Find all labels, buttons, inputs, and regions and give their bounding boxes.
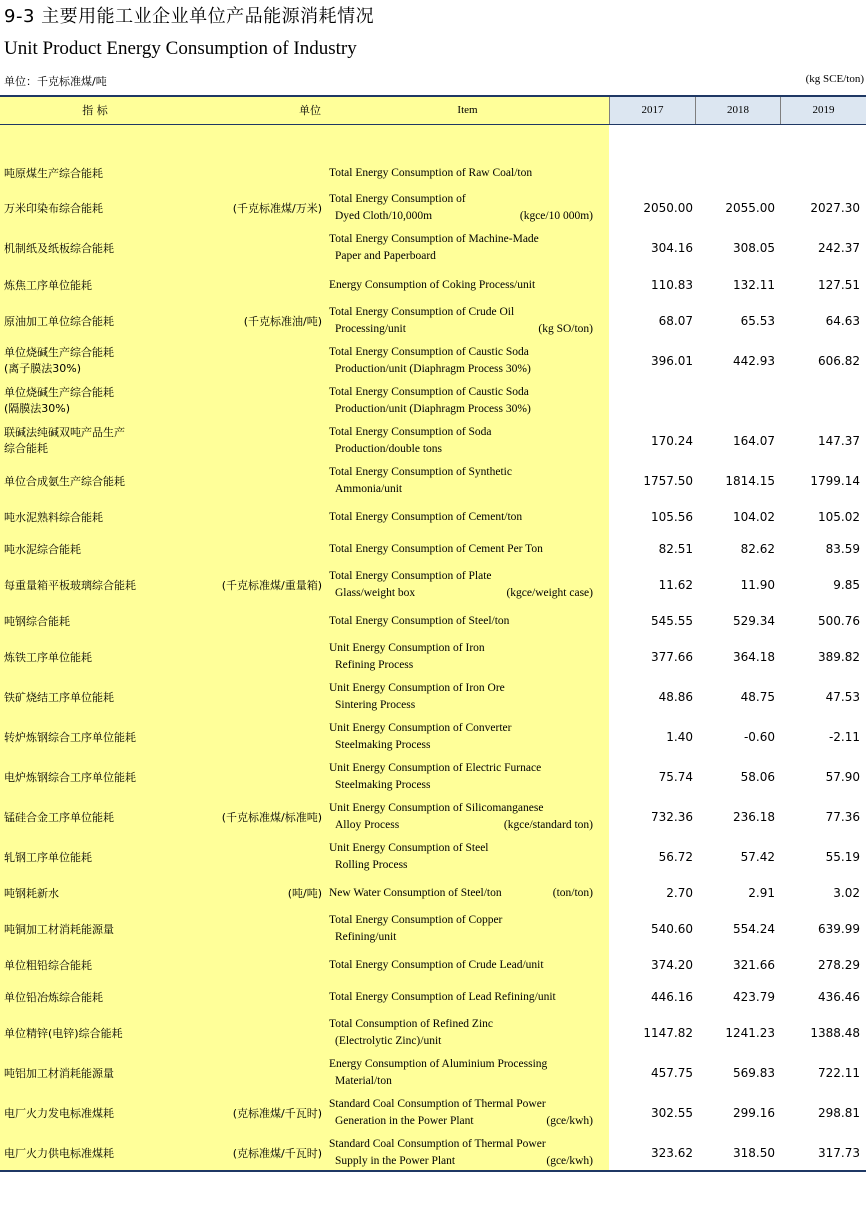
column-header-2019: 2019 — [781, 97, 866, 124]
item-name-en: Unit Energy Consumption of Electric Furnace — [329, 762, 542, 774]
item-name-en-line2: Sintering Process — [335, 699, 416, 711]
item-name-en: Standard Coal Consumption of Thermal Power — [329, 1098, 546, 1110]
indicator-name-cn: 机制纸及纸板综合能耗 — [4, 242, 114, 255]
value-2017: 302.55 — [651, 1106, 693, 1120]
item-name-en-line2: Processing/unit — [335, 323, 406, 335]
item-name-en: Total Energy Consumption of Raw Coal/ton — [329, 167, 533, 179]
indicator-name-cn: 转炉炼钢综合工序单位能耗 — [4, 731, 136, 744]
item-name-en-line2: Generation in the Power Plant — [335, 1115, 474, 1127]
value-2019: 9.85 — [833, 578, 860, 592]
value-2019: 2027.30 — [810, 201, 860, 215]
value-2019: 389.82 — [818, 650, 860, 664]
item-name-en: Total Energy Consumption of Synthetic — [329, 466, 512, 478]
value-2018: 82.62 — [740, 542, 775, 556]
item-name-en: Unit Energy Consumption of Iron — [329, 642, 485, 654]
value-2018: -0.60 — [743, 730, 775, 744]
indicator-name-cn: 单位铅冶炼综合能耗 — [4, 991, 103, 1004]
value-2018: 318.50 — [733, 1146, 775, 1160]
item-unit-en: (kg SO/ton) — [538, 323, 593, 335]
indicator-name-cn: 单位精锌(电锌)综合能耗 — [4, 1027, 123, 1040]
column-header-2017: 2017 — [610, 97, 695, 124]
item-name-en-line2: Supply in the Power Plant — [335, 1155, 456, 1167]
value-2017: 732.36 — [651, 810, 693, 824]
indicator-name-cn: 吨原煤生产综合能耗 — [4, 167, 103, 180]
value-2019: 105.02 — [818, 510, 860, 524]
value-2019: 3.02 — [833, 886, 860, 900]
item-name-en-line2: Paper and Paperboard — [335, 250, 436, 262]
item-name-en-line2: Glass/weight box — [335, 587, 416, 599]
value-2019: 147.37 — [818, 434, 860, 448]
item-name-en: Total Energy Consumption of Cement Per Ton — [329, 543, 543, 555]
item-name-en: Total Energy Consumption of Plate — [329, 570, 492, 582]
value-2018: 132.11 — [733, 278, 775, 292]
item-name-en-line2: Steelmaking Process — [335, 739, 431, 751]
item-name-en: Total Energy Consumption of Caustic Soda — [329, 386, 529, 398]
value-2017: 48.86 — [658, 690, 693, 704]
value-2019: 500.76 — [818, 614, 860, 628]
value-2018: 423.79 — [733, 990, 775, 1004]
column-header-2018: 2018 — [696, 97, 780, 124]
value-2018: 58.06 — [740, 770, 775, 784]
indicator-name-cn: 电厂火力供电标准煤耗 — [4, 1147, 114, 1160]
value-2018: 529.34 — [733, 614, 775, 628]
item-name-en: Unit Energy Consumption of Iron Ore — [329, 682, 505, 694]
value-2017: 446.16 — [651, 990, 693, 1004]
item-unit-en: (gce/kwh) — [546, 1115, 593, 1127]
value-2019: 722.11 — [818, 1066, 860, 1080]
item-name-en-line2: Dyed Cloth/10,000m — [335, 210, 433, 222]
column-header-unit: 单位 — [299, 104, 321, 117]
value-2017: 1147.82 — [643, 1026, 693, 1040]
value-2017: 75.74 — [658, 770, 693, 784]
item-name-en: Total Energy Consumption of Caustic Soda — [329, 346, 529, 358]
item-name-en-line2: Production/double tons — [335, 443, 443, 455]
item-name-en: Total Energy Consumption of Lead Refining/unit — [329, 991, 556, 1003]
item-name-en: Total Energy Consumption of Copper — [329, 914, 503, 926]
indicator-unit-cn: (千克标准煤/重量箱) — [221, 579, 322, 592]
value-2017: 457.75 — [651, 1066, 693, 1080]
value-2018: 1241.23 — [725, 1026, 775, 1040]
item-name-en: Total Energy Consumption of Crude Oil — [329, 306, 515, 318]
value-2019: 317.73 — [818, 1146, 860, 1160]
value-2019: 1799.14 — [810, 474, 860, 488]
value-2018: 2055.00 — [725, 201, 775, 215]
value-2018: 11.90 — [740, 578, 775, 592]
item-unit-en: (gce/kwh) — [546, 1155, 593, 1167]
indicator-name-cn: 单位烧碱生产综合能耗 — [4, 346, 114, 359]
value-2017: 396.01 — [651, 354, 693, 368]
value-2017: 11.62 — [658, 578, 693, 592]
item-name-en: Total Energy Consumption of — [329, 193, 466, 205]
indicator-name-cn-line2: (离子膜法30%) — [4, 362, 82, 375]
value-2018: 57.42 — [740, 850, 775, 864]
value-2017: 82.51 — [658, 542, 693, 556]
value-2019: 1388.48 — [810, 1026, 860, 1040]
indicator-name-cn: 单位粗铅综合能耗 — [4, 959, 92, 972]
value-2017: 2050.00 — [643, 201, 693, 215]
table-title-chinese: 9-3 主要用能工业企业单位产品能源消耗情况 — [4, 6, 375, 27]
item-name-en: Energy Consumption of Coking Process/unit — [329, 279, 536, 291]
item-unit-en: (kgce/10 000m) — [519, 210, 593, 222]
indicator-name-cn: 轧钢工序单位能耗 — [4, 851, 92, 864]
item-name-en-line2: Refining/unit — [335, 931, 397, 943]
item-name-en: Total Energy Consumption of Steel/ton — [329, 615, 510, 627]
value-2017: 374.20 — [651, 958, 693, 972]
indicator-unit-cn: (千克标准煤/万米) — [232, 202, 322, 215]
indicator-name-cn: 吨铜加工材消耗能源量 — [4, 923, 114, 936]
header-divider — [780, 97, 781, 124]
header-divider — [695, 97, 696, 124]
value-2018: 65.53 — [740, 314, 775, 328]
indicator-name-cn: 原油加工单位综合能耗 — [4, 315, 114, 328]
item-name-en-line2: Ammonia/unit — [335, 483, 403, 495]
item-name-en: Total Energy Consumption of Crude Lead/unit — [329, 959, 544, 971]
item-name-en-line2: (Electrolytic Zinc)/unit — [335, 1035, 442, 1047]
value-2018: 308.05 — [733, 241, 775, 255]
item-unit-en: (kgce/standard ton) — [503, 819, 593, 831]
value-2018: 569.83 — [733, 1066, 775, 1080]
value-2019: 242.37 — [818, 241, 860, 255]
value-2019: 77.36 — [825, 810, 860, 824]
indicator-name-cn-line2: 综合能耗 — [4, 442, 48, 455]
value-2017: 323.62 — [651, 1146, 693, 1160]
value-2018: 299.16 — [733, 1106, 775, 1120]
indicator-name-cn: 单位合成氨生产综合能耗 — [4, 475, 125, 488]
value-2018: 364.18 — [733, 650, 775, 664]
indicator-name-cn: 炼焦工序单位能耗 — [4, 279, 92, 292]
indicator-name-cn: 吨钢综合能耗 — [4, 615, 70, 628]
indicator-name-cn: 炼铁工序单位能耗 — [4, 651, 92, 664]
value-2019: 436.46 — [818, 990, 860, 1004]
value-2017: 377.66 — [651, 650, 693, 664]
item-name-en-line2: Production/unit (Diaphragm Process 30%) — [335, 363, 531, 375]
item-name-en: Unit Energy Consumption of Steel — [329, 842, 489, 854]
item-unit-en: (ton/ton) — [552, 887, 593, 899]
highlighted-item-column-background — [0, 96, 609, 1171]
indicator-name-cn: 电炉炼钢综合工序单位能耗 — [4, 771, 136, 784]
value-2019: 47.53 — [825, 690, 860, 704]
column-header-item: Item — [457, 104, 478, 116]
item-unit-en: (kgce/weight case) — [506, 587, 593, 599]
value-2017: 1.40 — [666, 730, 693, 744]
value-2018: 164.07 — [733, 434, 775, 448]
item-name-en-line2: Refining Process — [335, 659, 414, 671]
value-2019: 298.81 — [818, 1106, 860, 1120]
value-2019: 64.63 — [825, 314, 860, 328]
indicator-unit-cn: (克标准煤/千瓦时) — [232, 1107, 322, 1120]
indicator-unit-cn: (吨/吨) — [287, 887, 322, 900]
value-2018: 1814.15 — [725, 474, 775, 488]
item-name-en-line2: Material/ton — [335, 1075, 392, 1087]
indicator-name-cn: 吨水泥综合能耗 — [4, 543, 81, 556]
value-2017: 304.16 — [651, 241, 693, 255]
item-name-en: Energy Consumption of Aluminium Processing — [329, 1058, 548, 1070]
indicator-name-cn: 吨钢耗新水 — [4, 887, 59, 900]
indicator-name-cn: 锰硅合金工序单位能耗 — [4, 811, 114, 824]
indicator-name-cn: 联碱法纯碱双吨产品生产 — [4, 426, 125, 439]
indicator-name-cn-line2: (隔膜法30%) — [4, 402, 71, 415]
value-2018: 321.66 — [733, 958, 775, 972]
indicator-name-cn: 每重量箱平板玻璃综合能耗 — [4, 579, 136, 592]
value-2017: 1757.50 — [643, 474, 693, 488]
item-name-en: New Water Consumption of Steel/ton — [329, 887, 502, 899]
value-2018: 104.02 — [733, 510, 775, 524]
value-2017: 2.70 — [666, 886, 693, 900]
indicator-unit-cn: (克标准煤/千瓦时) — [232, 1147, 322, 1160]
indicator-unit-cn: (千克标准煤/标准吨) — [221, 811, 322, 824]
table-title-english: Unit Product Energy Consumption of Industry — [4, 38, 357, 59]
value-2019: 606.82 — [818, 354, 860, 368]
header-divider — [609, 97, 610, 124]
table-bottom-rule — [0, 1170, 866, 1172]
item-name-en: Total Energy Consumption of Machine-Made — [329, 233, 539, 245]
value-2018: 554.24 — [733, 922, 775, 936]
item-name-en: Total Energy Consumption of Cement/ton — [329, 511, 523, 523]
value-2017: 110.83 — [651, 278, 693, 292]
item-name-en-line2: Rolling Process — [335, 859, 408, 871]
item-name-en: Unit Energy Consumption of Silicomanganese — [329, 802, 544, 814]
item-name-en-line2: Alloy Process — [335, 819, 400, 831]
item-name-en: Total Energy Consumption of Soda — [329, 426, 492, 438]
unit-note-english: (kg SCE/ton) — [805, 73, 864, 85]
value-2019: 55.19 — [825, 850, 860, 864]
header-bottom-rule — [0, 124, 866, 125]
value-2017: 545.55 — [651, 614, 693, 628]
indicator-name-cn: 万米印染布综合能耗 — [4, 202, 103, 215]
indicator-name-cn: 吨水泥熟料综合能耗 — [4, 511, 103, 524]
indicator-name-cn: 铁矿烧结工序单位能耗 — [4, 691, 114, 704]
value-2017: 540.60 — [651, 922, 693, 936]
item-name-en-line2: Production/unit (Diaphragm Process 30%) — [335, 403, 531, 415]
unit-note-chinese: 单位：千克标准煤/吨 — [4, 75, 107, 88]
value-2019: 83.59 — [825, 542, 860, 556]
value-2019: 127.51 — [818, 278, 860, 292]
item-name-en-line2: Steelmaking Process — [335, 779, 431, 791]
value-2019: 57.90 — [825, 770, 860, 784]
value-2018: 2.91 — [748, 886, 775, 900]
indicator-unit-cn: (千克标准油/吨) — [243, 315, 322, 328]
value-2017: 105.56 — [651, 510, 693, 524]
item-name-en: Standard Coal Consumption of Thermal Power — [329, 1138, 546, 1150]
indicator-name-cn: 电厂火力发电标准煤耗 — [4, 1107, 114, 1120]
value-2017: 68.07 — [658, 314, 693, 328]
value-2019: 639.99 — [818, 922, 860, 936]
indicator-name-cn: 吨铝加工材消耗能源量 — [4, 1067, 114, 1080]
value-2018: 442.93 — [733, 354, 775, 368]
indicator-name-cn: 单位烧碱生产综合能耗 — [4, 386, 114, 399]
value-2019: 278.29 — [818, 958, 860, 972]
value-2019: -2.11 — [828, 730, 860, 744]
item-name-en: Unit Energy Consumption of Converter — [329, 722, 512, 734]
value-2018: 48.75 — [740, 690, 775, 704]
value-2017: 170.24 — [651, 434, 693, 448]
column-header-indicator: 指 标 — [82, 104, 108, 117]
item-name-en: Total Consumption of Refined Zinc — [329, 1018, 494, 1030]
value-2018: 236.18 — [733, 810, 775, 824]
value-2017: 56.72 — [658, 850, 693, 864]
